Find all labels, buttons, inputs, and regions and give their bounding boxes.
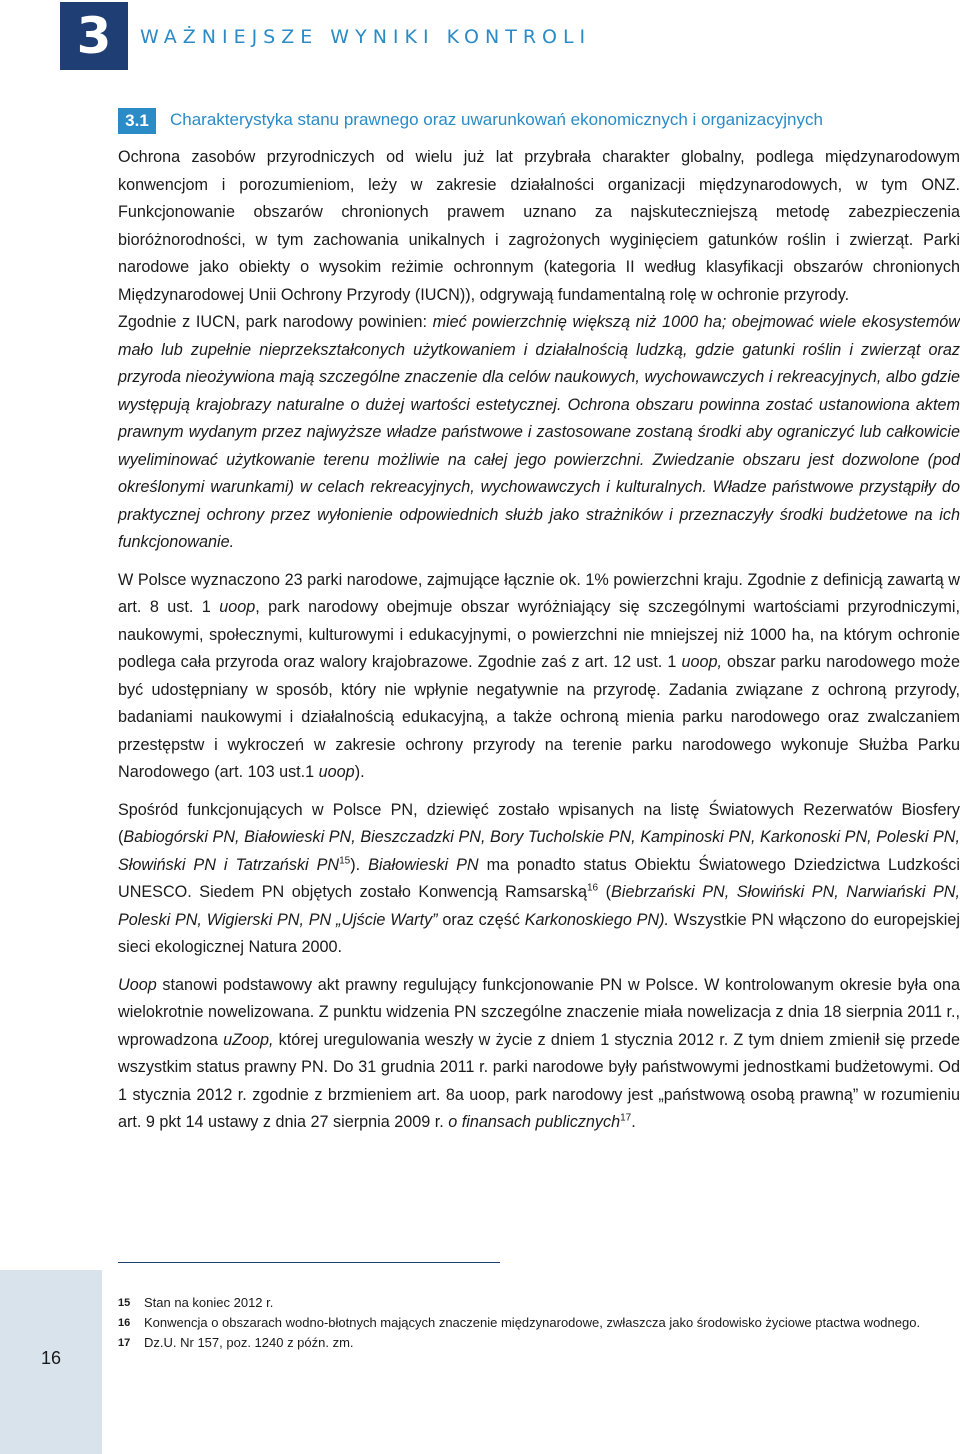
- text-run: Biebrzański PN, Słowiński PN, Narwiański PN, Poleski PN, Wigierski PN, PN „Ujście Warty”: [118, 883, 960, 929]
- text-run: stanowi podstawowy akt prawny regulujący funkcjonowanie PN w Polsce. W kontrolowanym okresie była ona wielokrotnie nowelizowana. Z punktu widzenia PN szczególne znaczenie miała nowelizacja z dnia 18 sierpnia 2011 r., wprowadzona: [118, 975, 960, 1049]
- text-run: uoop: [219, 598, 256, 616]
- section-title: Charakterystyka stanu prawnego oraz uwarunkowań ekonomicznych i organizacyjnych: [170, 110, 823, 129]
- footnote: [118, 1294, 960, 1312]
- paragraph: [118, 567, 960, 787]
- paragraph: [118, 144, 960, 309]
- paragraph: [118, 797, 960, 962]
- text-run: ).: [350, 855, 369, 874]
- footnote-number: 17: [118, 1337, 131, 1349]
- text-run: .: [631, 1113, 636, 1131]
- chapter-title: WAŻNIEJSZE WYNIKI KONTROLI: [140, 26, 592, 48]
- text-run: uZoop,: [223, 1030, 274, 1049]
- page-number: 16: [40, 1348, 62, 1368]
- text-run: Zgodnie z IUCN, park narodowy powinien:: [118, 313, 433, 331]
- text-run: Ochrona zasobów przyrodniczych od wielu już lat przybrała charakter globalny, podlega międzynarodowym konwencjom i porozumieniom, leży w zakresie działalności organizacji międzynarodowych, w tym ONZ. Funkcjonowanie obszarów chronionych prawem uznano za najskuteczniejszą metodę zabezpieczenia bioróżnorodności, w tym zachowania unikalnych i zagrożonych wyginięciem gatunków roślin i zwierząt. Parki narodowe jako obiekty o wysokim reżimie ochronnym (kategoria II według klasyfikacji obszarów chronionych Międzynarodowej Unii Ochrony Przyrody (IUCN)), odgrywają fundamentalną rolę w ochronie przyrody.: [118, 148, 960, 304]
- text-run: (: [598, 883, 612, 901]
- footnote-text: Stan na koniec 2012 r.: [144, 1295, 274, 1310]
- text-run: Babiogórski PN, Białowieski PN, Bieszczadzki PN, Bory Tucholskie PN, Kampinoski PN, Karkonoski PN, Poleski PN, Słowiński PN i Tatrzański PN: [118, 828, 960, 874]
- text-run: której uregulowania weszły w życie z dniem 1 stycznia 2012 r. Z tym dniem zmienił się przede wszystkim status prawny PN. Do 31 grudnia 2011 r. parki narodowe były państwowymi jednostkami budżetowymi. Od 1 stycznia 2012 r. zgodnie z brzmieniem art. 8a uoop, park narodowy jest „państwową osobą prawną” w rozumieniu art. 9 pkt 14 ustawy z dnia 27 sierpnia 2009 r.: [118, 1030, 960, 1131]
- text-run: Białowieski PN: [368, 855, 479, 874]
- text-run: Spośród funkcjonujących w Polsce PN, dziewięć zostało wpisanych na listę Światowych Rezerwatów Biosfery (: [118, 800, 960, 846]
- footnote-divider: [118, 1262, 500, 1263]
- footnotes: [118, 1294, 960, 1354]
- text-run: uoop: [318, 763, 355, 781]
- footnote-reference: 15: [339, 855, 351, 867]
- text-run: o finansach publicznych: [448, 1113, 621, 1131]
- footnote-reference: 16: [586, 882, 599, 894]
- text-run: obszar parku narodowego może być udostępniany w sposób, który nie wpłynie negatywnie na przyrodę. Zadania związane z ochroną przyrody, badaniami naukowymi i działalnością edukacyjną, a także ochroną mienia parku narodowego oraz zwalczaniem przestępstw i wykroczeń w zakresie ochrony przyrody na terenie parku narodowego wykonuje Służba Parku Narodowego (art. 103 ust.1: [118, 653, 960, 781]
- text-run: oraz część: [437, 910, 525, 929]
- footnote: [118, 1334, 960, 1352]
- chapter-number: 3: [60, 2, 128, 70]
- section-number: 3.1: [118, 108, 156, 134]
- text-run: uoop,: [681, 653, 722, 671]
- text-run: , park narodowy obejmuje obszar wyróżniający się szczególnymi wartościami przyrodniczymi, naukowymi, społecznymi, kulturowymi i edukacyjnymi, o powierzchni nie mniejszej niż 1000 ha, na którym ochronie podlega cała przyroda oraz walory krajobrazowe. Zgodnie zaś z art. 12 ust. 1: [118, 598, 960, 671]
- footnote-number: 16: [118, 1317, 131, 1329]
- footnote: [118, 1314, 960, 1332]
- footnote-text: Dz.U. Nr 157, poz. 1240 z późn. zm.: [144, 1335, 354, 1350]
- paragraph: [118, 972, 960, 1137]
- text-run: ma ponadto status Obiektu Światowego Dziedzictwa Ludzkości UNESCO. Siedem PN objętych zostało Konwencją Ramsarską: [118, 855, 960, 901]
- footnote-text: Konwencja o obszarach wodno-błotnych mających znaczenie międzynarodowe, zwłaszcza jako środowisko życiowe ptactwa wodnego.: [144, 1315, 921, 1330]
- paragraph: [118, 309, 960, 557]
- text-run: W Polsce wyznaczono 23 parki narodowe, zajmujące łącznie ok. 1% powierzchni kraju. Zgodnie z definicją zawartą w art. 8 ust. 1: [118, 570, 960, 616]
- footnote-reference: 17: [620, 1112, 632, 1124]
- text-run: Wszystkie PN włączono do europejskiej sieci ekologicznej Natura 2000.: [118, 910, 960, 956]
- text-run: ).: [354, 763, 365, 781]
- body-text: [118, 144, 960, 1147]
- text-run: Uoop: [118, 975, 157, 994]
- text-run: Karkonoskiego PN).: [524, 910, 669, 929]
- text-run: mieć powierzchnię większą niż 1000 ha; obejmować wiele ekosystemów mało lub zupełnie nieprzekształconych użytkowaniem i działalnością ludzką, gdzie gatunki roślin i zwierząt oraz przyroda nieożywiona mają szczególne znaczenie dla celów naukowych, wychowawczych i rekreacyjnych, albo gdzie występują krajobrazy naturalne o dużej wartości estetycznej. Ochrona obszaru powinna zostać ustanowiona aktem prawnym wydanym przez najwyższe władze państwowe i zastosowane zostaną środki aby ograniczyć lub całkowicie wyeliminować użytkowanie terenu możliwie na całej jego powierzchni. Zwiedzanie obszaru jest dozwolone (pod określonymi warunkami) w celach rekreacyjnych, wychowawczych i kulturalnych. Władze państwowe przystąpiły do praktycznej ochrony przez wyłonienie odpowiednich służb jako strażników i przeznaczyły środki budżetowe na ich funkcjonowanie.: [118, 313, 960, 551]
- footnote-number: 15: [118, 1297, 131, 1309]
